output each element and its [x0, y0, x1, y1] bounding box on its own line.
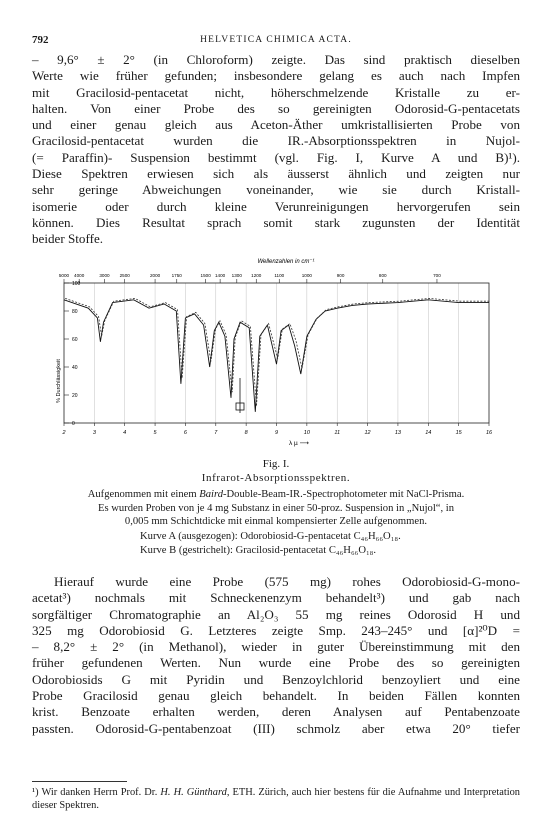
bottom-axis-label: λ µ ⟶ [289, 440, 309, 447]
top-axis-ticks [59, 273, 441, 283]
journal-title: HELVETICA CHIMICA ACTA. [200, 35, 352, 45]
tick-label: 40 [72, 365, 78, 371]
tick-label: 20 [72, 393, 78, 399]
tick-label: 1100 [274, 273, 285, 278]
tick-label: 15 [455, 430, 462, 436]
text-line: beider Stoffe. [32, 231, 104, 247]
text-line: Diese Spektren erwiesen sich als äusserst ähnlich und zeigten nur [32, 166, 520, 182]
text-line: Odorobiosids G mit Pyridin und Benzoylchlorid benzoyliert und eine [32, 671, 520, 687]
text-line: sorgfältiger Chromatographie an Al₂O₃ 55 mg reines Odorosid H und [32, 606, 520, 622]
tick-label: 11 [334, 430, 341, 436]
tick-label: 1200 [251, 273, 262, 278]
text-line: 325 mg Odorobiosid G. Letzteres zeigte Smp. 243–245° und [α]²⁰D = [32, 622, 520, 638]
tick-label: 13 [394, 430, 401, 436]
tick-label: 80 [72, 309, 78, 315]
text-line: Werte wie früher gefunden; insbesondere gelang es auch nach Impfen [32, 68, 520, 84]
text-line: krist. Benzoate erhalten werden, deren Analysen auf Pentabenzoate [32, 704, 520, 720]
text-line: – 8,2° ± 2° (in Methanol), wieder in guter Übereinstimmung mit den [32, 639, 520, 655]
tick-label: 1500 [200, 273, 211, 278]
tick-label: 6 [183, 430, 187, 436]
grid [94, 283, 458, 423]
tick-label: 0 [72, 421, 75, 427]
tick-label: 9 [274, 430, 279, 436]
text-line: Hierauf wurde eine Probe (575 mg) rohes Odorobiosid-G-mono- [54, 574, 520, 589]
text-line: acetat³) nochmals mit Schneckenenzym behandelt³) und gab nach [32, 590, 520, 606]
text-line: (= Paraffin)- Suspension bestimmt (vgl. Fig. I, Kurve A und B)¹). [32, 149, 520, 165]
tick-label: 700 [433, 273, 441, 278]
caption-line: Aufgenommen mit einem Baird-Double-Beam-IR.-Spectrophotometer mit NaCl-Prisma. [87, 489, 465, 500]
tick-label: 3 [92, 430, 96, 436]
tick-label: 2000 [149, 273, 161, 278]
text-line: können. Dies Resultat sprach somit stark zugunsten der Identität [32, 214, 520, 230]
tick-label: 2 [62, 430, 66, 436]
text-line: halten. Von einer Probe des so gereinigten Odorosid-G-pentacetats [32, 100, 520, 116]
paragraph-1 [32, 52, 520, 248]
text-line: – 9,6° ± 2° (in Chloroform) zeigte. Das sind praktisch dieselben [32, 52, 520, 67]
tick-label: 5 [153, 430, 157, 436]
tick-label: 8 [244, 430, 248, 436]
footnote-rule [32, 781, 127, 782]
figure-description [32, 488, 520, 529]
curve-a-legend: Kurve A (ausgezogen): Odorobiosid-G-pentacetat C₄₆H₆₆O₁₈. [140, 531, 401, 542]
text-line: passten. Odorosid-G-pentabenzoat (III) schmolz aber etwa 20° tiefer [32, 720, 520, 736]
tick-label: 4000 [74, 273, 85, 278]
caption-line: 0,005 mm Schichtdicke mit einmal kompensierter Zelle aufgenommen. [124, 516, 428, 528]
tick-label: 14 [425, 430, 432, 436]
text-line: früher gefundenen Werten. Nun wurde eine Probe des so gereinigten [32, 655, 520, 671]
footnote: ¹) Wir danken Herrn Prof. Dr. H. H. Günthard, ETH. Zürich, auch hier bestens für die Aufnahme und Interpretation dieser Spektren. [32, 787, 520, 811]
curve-marker-icon [236, 378, 244, 413]
tick-label: 100 [72, 281, 81, 287]
tick-label: 5000 [58, 273, 70, 278]
text-line: sehr geringe Abweichungen voneinander, wie sie durch Kristall- [32, 182, 520, 198]
tick-label: 1750 [171, 273, 182, 278]
page-number: 792 [32, 34, 49, 46]
tick-label: 4 [123, 430, 127, 436]
tick-label: 10 [303, 430, 310, 436]
tick-label: 900 [336, 273, 345, 278]
tick-label: 1300 [231, 273, 242, 278]
tick-label: 7 [214, 430, 218, 436]
figure-title: Infrarot-Absorptionsspektren. [201, 472, 351, 484]
bottom-axis-ticks [61, 423, 493, 436]
ir-spectrum-figure [56, 253, 496, 448]
tick-label: 2500 [119, 273, 130, 278]
figure-label: Fig. I. [262, 458, 290, 470]
text-line: Gracilosid-pentacetat wurden die IR.-Absorptionsspektren in Nujol- [32, 133, 520, 149]
tick-label: 16 [485, 430, 493, 436]
paragraph-2 [32, 574, 520, 737]
tick-label: 3000 [99, 273, 110, 278]
text-line: Probe Gracilosid genau gleich behandelt. In beiden Fällen konnten [32, 688, 520, 704]
caption-line: Es wurden Proben von je 4 mg Substanz in einer 50-proz. Suspension in „Nujol“, in [97, 502, 454, 514]
curve-b-legend: Kurve B (gestrichelt): Gracilosid-pentacetat C₄₆H₆₆O₁₈. [140, 545, 377, 556]
top-axis-title: Wellenzahlen in cm⁻¹ [257, 259, 315, 265]
tick-label: 12 [364, 430, 371, 436]
tick-label: 800 [378, 273, 387, 278]
tick-label: 1400 [215, 273, 226, 278]
text-line: mit Gracilosid-pentacetat nicht, höherschmelzende Kristalle zu er- [32, 84, 520, 100]
tick-label: 60 [72, 337, 78, 343]
tick-label: 1000 [301, 273, 312, 278]
text-line: isomerie oder durch kleine Verunreinigungen hervorgerufen sein [32, 198, 520, 214]
text-line: und einer genau gleich aus Aceton-Äther umkristallisierten Probe von [32, 117, 520, 133]
y-axis-label: % Durchlässigkeit [56, 359, 62, 403]
